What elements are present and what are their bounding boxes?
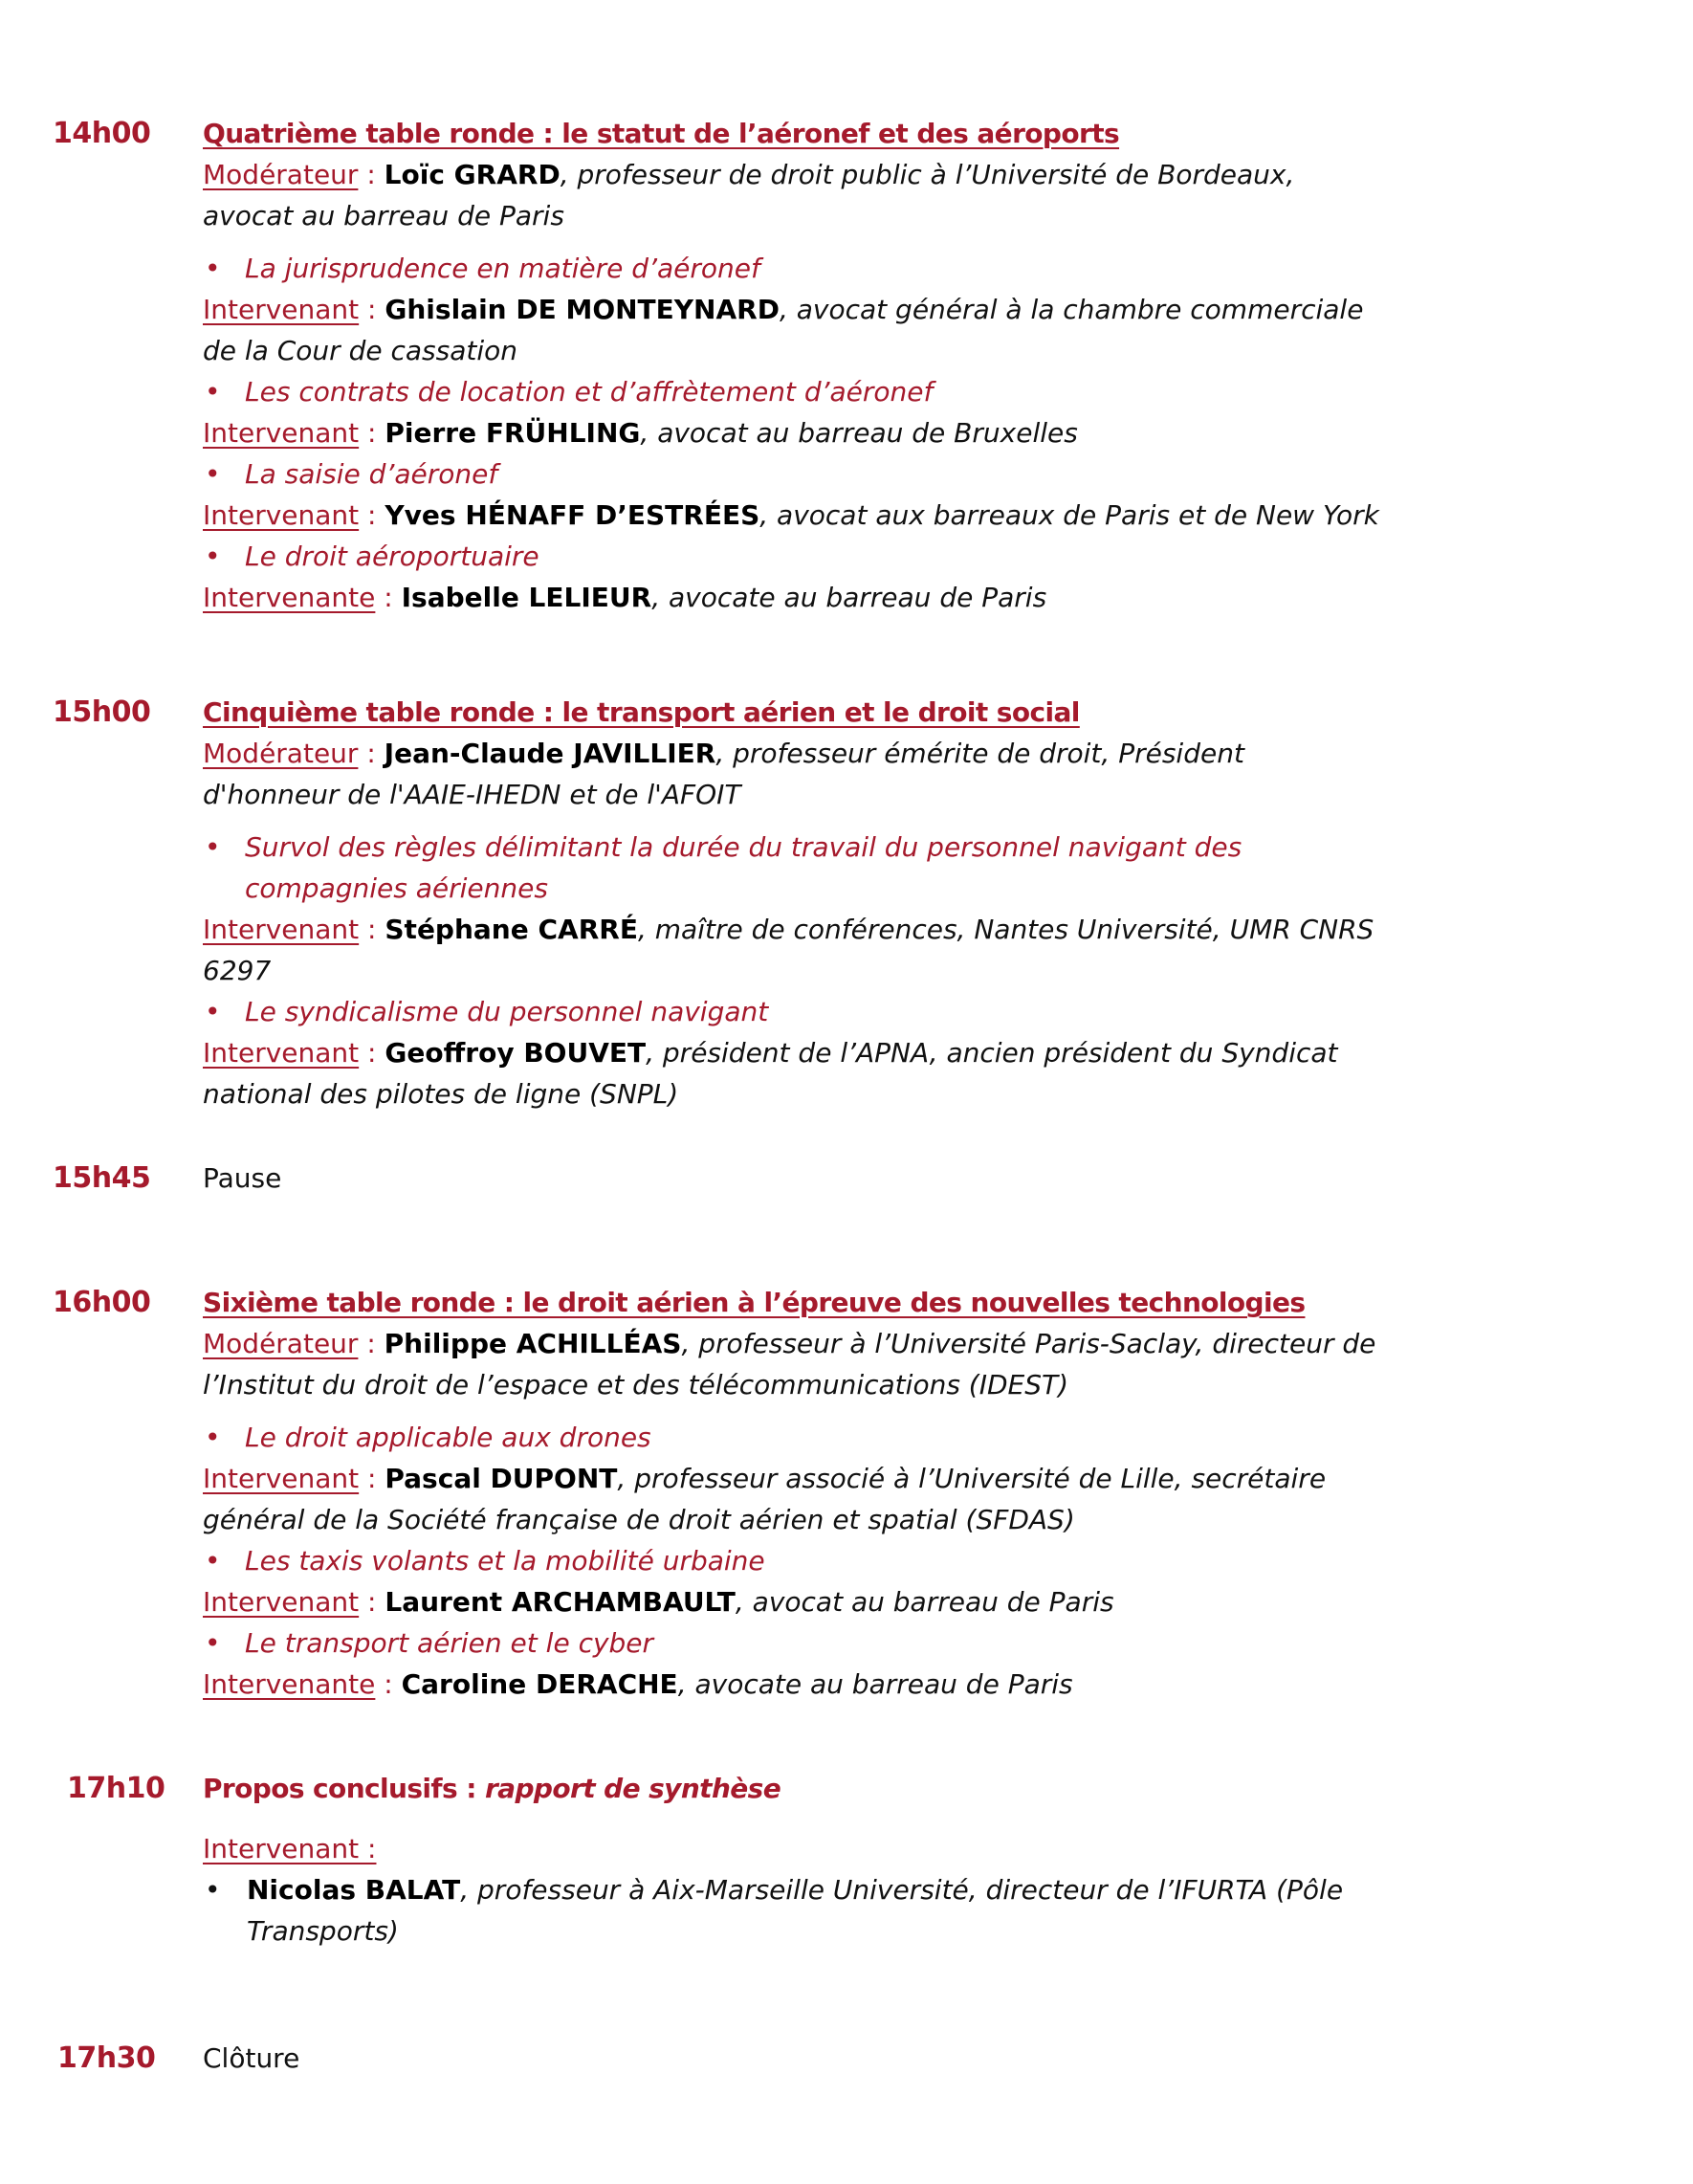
speaker-description: , avocate au barreau de Paris [651,582,1047,613]
speaker-line [203,1032,1661,1073]
label-separator: : [359,1463,385,1494]
speaker-label: Intervenant [203,1586,360,1618]
session-title [203,1773,781,1804]
topic-text: Les contrats de location et d’affrètement d’aéronef [245,376,934,408]
topic-text: Le syndicalisme du personnel navigant [245,996,769,1027]
speaker-description: , professeur à Aix-Marseille Université, directeur de l’IFURTA (Pôle [460,1874,1344,1906]
topic-text: Le droit applicable aux drones [245,1422,651,1453]
speaker-description-cont: de la Cour de cassation [203,335,517,366]
session-17h30 [203,2038,1661,2079]
moderator-label: Modérateur [203,738,359,769]
speaker-line [203,909,1661,950]
session-time: 14h00 [53,117,151,150]
speaker-line [203,577,1661,618]
moderator-label: Modérateur [203,1328,359,1359]
speaker-description: , président de l’APNA, ancien président du Syndicat [646,1037,1338,1069]
topic-text: Survol des règles délimitant la durée du travail du personnel navigant des [245,831,1242,863]
bullet-icon: • [205,1874,221,1906]
bullet-icon: • [205,1545,221,1577]
moderator-description-cont: d'honneur de l'AAIE-IHEDN et de l'AFOIT [203,779,741,810]
label-separator: : [358,159,385,190]
speaker-label: Intervenant [203,499,360,531]
moderator-line [203,154,1661,195]
moderator-description-cont: avocat au barreau de Paris [203,200,564,232]
talk-topic [203,536,1661,577]
label-separator: : [358,1328,385,1359]
session-title: Quatrième table ronde : le statut de l’aéronef et des aéroports [203,118,1120,149]
speaker-line [203,1458,1661,1499]
speaker-line [203,1581,1661,1622]
speaker-label: Intervenant [203,1463,360,1494]
session-title-sub: rapport de synthèse [484,1773,781,1804]
closing-label: Clôture [203,2042,300,2074]
talk-topic [203,1540,1661,1581]
bullet-icon: • [205,1422,221,1453]
session-17h10 [203,1768,1661,1952]
talk-topic [203,1622,1661,1664]
topic-text: Le transport aérien et le cyber [245,1627,654,1659]
bullet-icon: • [205,253,221,284]
moderator-name: Loïc GRARD [384,159,561,190]
speaker-line [203,495,1661,536]
speaker-name: Yves HÉNAFF D’ESTRÉES [385,499,760,531]
label-separator: : [359,417,385,449]
speaker-line [203,289,1661,330]
moderator-line [203,1323,1661,1364]
speaker-name: Caroline DERACHE [401,1668,678,1700]
bullet-icon: • [205,996,221,1027]
speaker-description: , avocat au barreau de Paris [735,1586,1114,1618]
speaker-name: Isabelle LELIEUR [401,582,652,613]
speaker-name: Ghislain DE MONTEYNARD [385,294,780,325]
moderator-description: , professeur émérite de droit, Président [715,738,1244,769]
session-time: 15h45 [53,1161,151,1195]
speaker-label: Intervenant [203,1037,360,1069]
topic-text: La jurisprudence en matière d’aéronef [245,253,760,284]
speaker-description: , avocat général à la chambre commerciale [779,294,1364,325]
speaker-label: Intervenant [203,294,360,325]
session-title-main: Propos conclusifs : [203,1773,485,1804]
label-separator: : [359,1586,385,1618]
talk-topic [203,248,1661,289]
session-14h00 [203,113,1661,618]
session-time: 15h00 [53,695,151,729]
bullet-icon: • [205,376,221,408]
speaker-description: , maître de conférences, Nantes Université, UMR CNRS [637,914,1374,945]
speaker-label: Intervenante [203,582,376,613]
speaker-description-cont: Transports) [247,1915,399,1947]
talk-topic [203,371,1661,412]
label-separator: : [358,738,385,769]
speaker-description-cont: 6297 [203,955,272,986]
speaker-description: , avocat aux barreaux de Paris et de New York [759,499,1379,531]
speaker-label: Intervenante [203,1668,376,1700]
topic-text: La saisie d’aéronef [245,458,498,490]
speaker-description-cont: général de la Société française de droit aérien et spatial (SFDAS) [203,1504,1075,1535]
speaker-label: Intervenant : [203,1833,377,1864]
moderator-name: Jean-Claude JAVILLIER [384,738,716,769]
session-15h45 [203,1158,1661,1199]
speaker-name: Nicolas BALAT [247,1874,461,1906]
session-title: Sixième table ronde : le droit aérien à l’épreuve des nouvelles technologies [203,1287,1306,1318]
talk-topic [203,991,1661,1032]
speaker-name: Laurent ARCHAMBAULT [385,1586,736,1618]
moderator-label: Modérateur [203,159,359,190]
speaker-label: Intervenant [203,914,360,945]
bullet-icon: • [205,1627,221,1659]
label-separator: : [359,499,385,531]
talk-topic [203,827,1661,868]
session-15h00 [203,692,1661,1114]
speaker-description: , professeur associé à l’Université de Lille, secrétaire [617,1463,1327,1494]
session-title: Cinquième table ronde : le transport aérien et le droit social [203,696,1080,728]
speaker-description: , avocat au barreau de Bruxelles [640,417,1078,449]
session-16h00 [203,1282,1661,1705]
speaker-name: Geoffroy BOUVET [385,1037,647,1069]
session-time: 17h30 [57,2041,156,2075]
moderator-line [203,733,1661,774]
bullet-icon: • [205,831,221,863]
speaker-line [203,1664,1661,1705]
moderator-description-cont: l’Institut du droit de l’espace et des télécommunications (IDEST) [203,1369,1069,1401]
label-separator: : [359,914,385,945]
pause-label: Pause [203,1162,282,1194]
speaker-name: Stéphane CARRÉ [385,914,638,945]
speaker-description: , avocate au barreau de Paris [677,1668,1073,1700]
speaker-label: Intervenant [203,417,360,449]
session-time: 16h00 [53,1286,151,1319]
talk-topic [203,1417,1661,1458]
moderator-description: , professeur à l’Université Paris-Saclay, directeur de [681,1328,1376,1359]
topic-text: Le droit aéroportuaire [245,540,539,572]
speaker-name: Pierre FRÜHLING [385,417,641,449]
topic-text-cont: compagnies aériennes [245,872,548,904]
label-separator: : [375,582,402,613]
label-separator: : [359,294,385,325]
speaker-line [203,1869,1661,1910]
speaker-description-cont: national des pilotes de ligne (SNPL) [203,1078,679,1110]
moderator-name: Philippe ACHILLÉAS [384,1328,682,1359]
speaker-line [203,412,1661,453]
label-separator: : [375,1668,402,1700]
talk-topic [203,453,1661,495]
speaker-name: Pascal DUPONT [385,1463,618,1494]
session-time: 17h10 [67,1772,165,1805]
label-separator: : [359,1037,385,1069]
topic-text: Les taxis volants et la mobilité urbaine [245,1545,765,1577]
bullet-icon: • [205,540,221,572]
bullet-icon: • [205,458,221,490]
moderator-description: , professeur de droit public à l’Université de Bordeaux, [560,159,1295,190]
